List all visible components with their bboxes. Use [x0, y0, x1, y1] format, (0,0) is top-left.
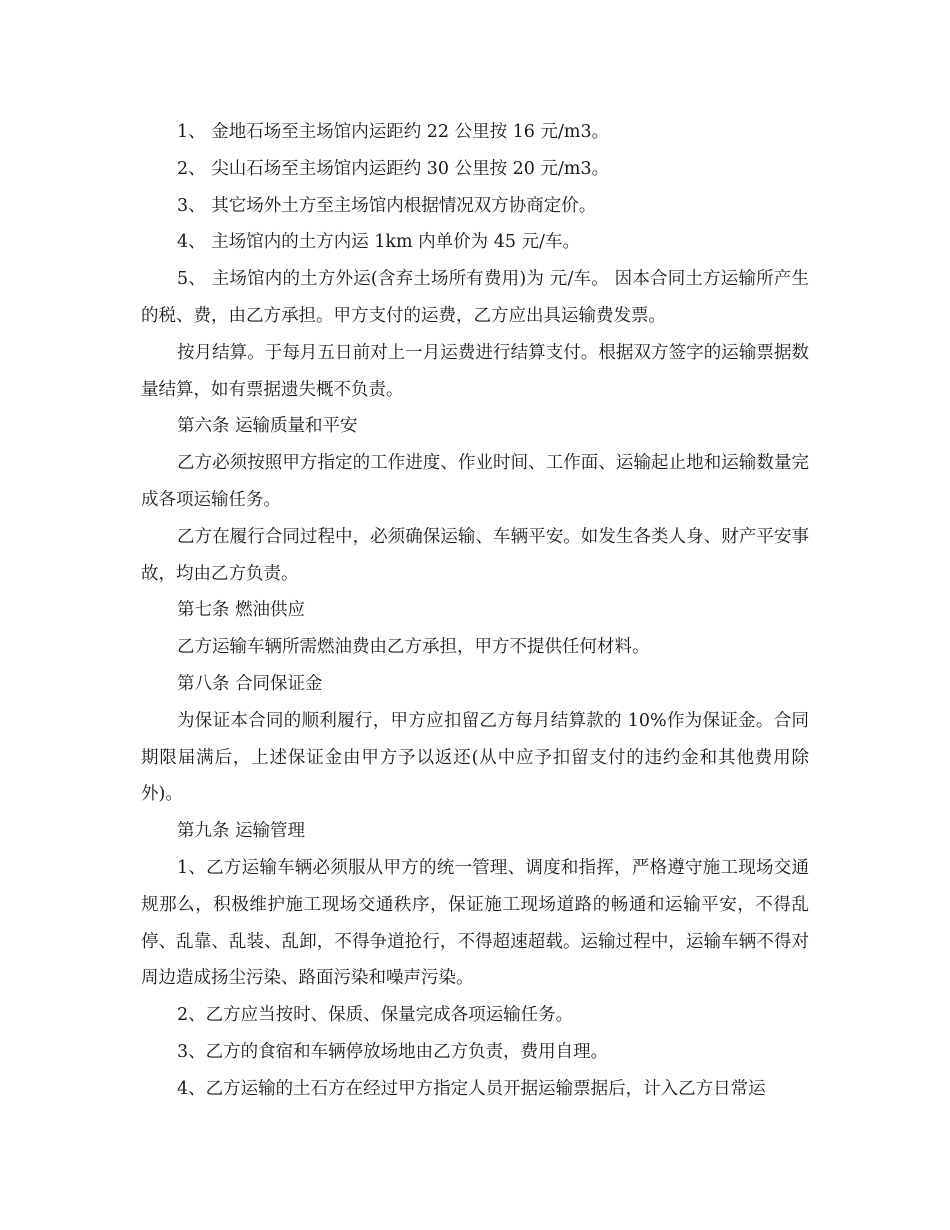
price-item-2: 2、 尖山石场至主场馆内运距约 30 公里按 20 元/m3。 [177, 158, 610, 179]
price-item-4: 4、 主场馆内的土方内运 1km 内单价为 45 元/车。 [177, 232, 580, 253]
price-item-1: 1、 金地石场至主场馆内运距约 22 公里按 16 元/m3。 [177, 122, 610, 142]
price-item-5: 5、 主场馆内的土方外运(含弃土场所有费用)为 元/车。 因本合同土方运输所产生的税、费，由乙方承担。甲方支付的运费，乙方应出具运输费发票。 [141, 269, 809, 326]
document-body [141, 114, 809, 1108]
article-9-item-3: 3、乙方的食宿和车辆停放场地由乙方负责，费用自理。 [177, 1041, 609, 1062]
settlement-paragraph: 按月结算。于每月五日前对上一月运费进行结算支付。根据双方签字的运输票据数量结算，如有票据遗失概不负责。 [141, 342, 809, 400]
article-8-paragraph: 为保证本合同的顺利履行，甲方应扣留乙方每月结算款的 10%作为保证金。合同期限届满后，上述保证金由甲方予以返还(从中应予扣留支付的违约金和其他费用除外)。 [141, 710, 809, 805]
article-6-paragraph-1: 乙方必须按照甲方指定的工作进度、作业时间、工作面、运输起止地和运输数量完成各项运输任务。 [141, 453, 809, 510]
article-7-heading: 第七条 燃油供应 [177, 600, 306, 621]
article-9-item-4: 4、乙方运输的土石方在经过甲方指定人员开据运输票据后，计入乙方日常运 [177, 1078, 766, 1099]
article-9-item-2: 2、乙方应当按时、保质、保量完成各项运输任务。 [177, 1005, 574, 1026]
article-6-heading: 第六条 运输质量和平安 [177, 416, 358, 437]
article-7-paragraph: 乙方运输车辆所需燃油费由乙方承担，甲方不提供任何材料。 [177, 637, 650, 658]
article-8-heading: 第八条 合同保证金 [177, 673, 323, 694]
article-9-item-1: 1、乙方运输车辆必须服从甲方的统一管理、调度和指挥，严格遵守施工现场交通规那么，积极维护施工现场交通秩序，保证施工现场道路的畅通和运输平安，不得乱停、乱靠、乱装、乱卸，不得争道抢行，不得超速超载。运输过程中，运输车辆不得对周边造成扬尘污染、路面污染和噪声污染。 [141, 857, 809, 989]
price-item-3: 3、 其它场外土方至主场馆内根据情况双方协商定价。 [177, 195, 597, 216]
article-6-paragraph-2: 乙方在履行合同过程中，必须确保运输、车辆平安。如发生各类人身、财产平安事故，均由乙方负责。 [141, 526, 809, 584]
article-9-heading: 第九条 运输管理 [177, 821, 306, 842]
